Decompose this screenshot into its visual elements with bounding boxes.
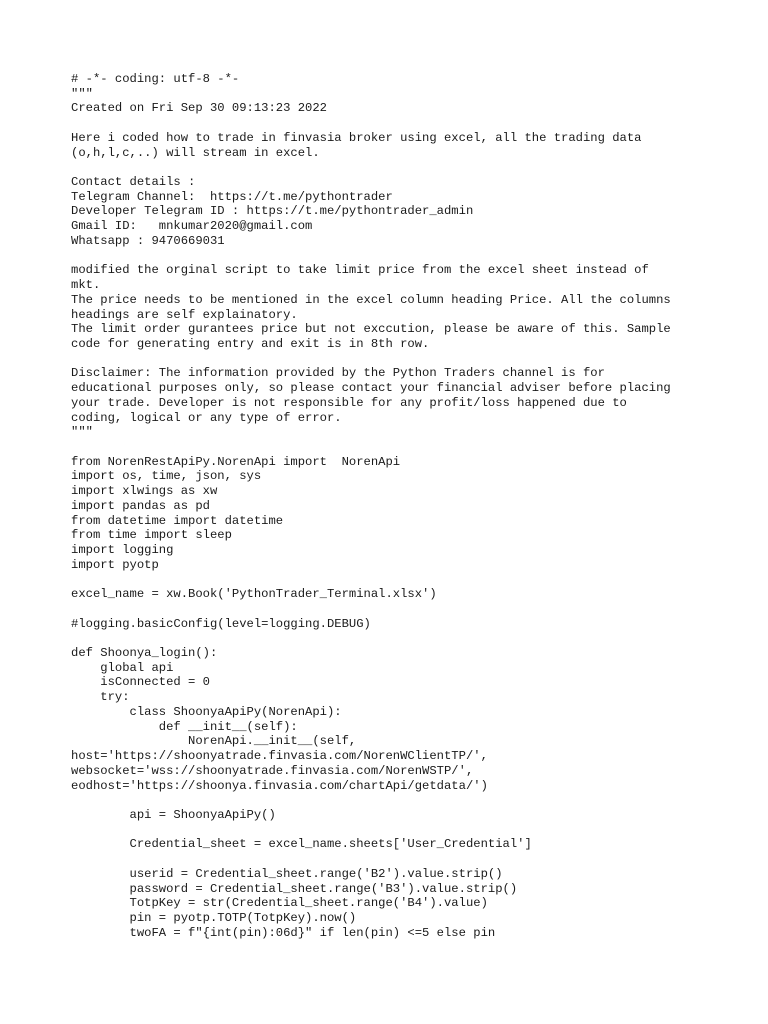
code-line: excel_name = xw.Book('PythonTrader_Terminal.xlsx') — [71, 587, 437, 602]
code-line: global api — [71, 660, 174, 675]
code-line: Here i coded how to trade in finvasia broker using excel, all the trading data — [71, 130, 642, 145]
code-line: def Shoonya_login(): — [71, 646, 218, 661]
code-line — [71, 116, 671, 131]
code-line: def __init__(self): — [71, 719, 298, 734]
code-line: password = Credential_sheet.range('B3').value.strip() — [71, 881, 518, 896]
code-line: modified the orginal script to take limit price from the excel sheet instead of — [71, 263, 649, 278]
code-line — [71, 572, 671, 587]
code-line — [71, 793, 671, 808]
code-line: """ — [71, 425, 93, 440]
code-line — [71, 249, 671, 264]
code-line: Telegram Channel: https://t.me/pythontrader — [71, 189, 393, 204]
code-line: headings are self explainatory. — [71, 307, 298, 322]
code-line: class ShoonyaApiPy(NorenApi): — [71, 704, 342, 719]
code-line: TotpKey = str(Credential_sheet.range('B4').value) — [71, 896, 488, 911]
code-line: #logging.basicConfig(level=logging.DEBUG) — [71, 616, 371, 631]
code-line: pin = pyotp.TOTP(TotpKey).now() — [71, 910, 357, 925]
code-line: host='https://shoonyatrade.finvasia.com/NorenWClientTP/', — [71, 749, 488, 764]
code-line: The price needs to be mentioned in the excel column heading Price. All the columns — [71, 292, 671, 307]
code-line — [71, 160, 671, 175]
code-line — [71, 440, 671, 455]
code-line: Created on Fri Sep 30 09:13:23 2022 — [71, 101, 327, 116]
code-line: Disclaimer: The information provided by the Python Traders channel is for — [71, 366, 605, 381]
code-line: websocket='wss://shoonyatrade.finvasia.com/NorenWSTP/', — [71, 763, 474, 778]
code-line: from NorenRestApiPy.NorenApi import NorenApi — [71, 454, 401, 469]
code-line: coding, logical or any type of error. — [71, 410, 342, 425]
code-line: userid = Credential_sheet.range('B2').value.strip() — [71, 866, 503, 881]
code-line: Whatsapp : 9470669031 — [71, 233, 225, 248]
code-line: twoFA = f"{int(pin):06d}" if len(pin) <=5 else pin — [71, 925, 496, 940]
code-line: Gmail ID: mnkumar2020@gmail.com — [71, 219, 313, 234]
code-line — [71, 823, 671, 838]
code-line: Contact details : — [71, 175, 196, 190]
code-line: Credential_sheet = excel_name.sheets['User_Credential'] — [71, 837, 532, 852]
code-block — [71, 72, 671, 940]
code-line: mkt. — [71, 278, 101, 293]
code-line: try: — [71, 690, 130, 705]
code-line: Developer Telegram ID : https://t.me/pythontrader_admin — [71, 204, 474, 219]
code-line: NorenApi.__init__(self, — [71, 734, 357, 749]
code-line: import xlwings as xw — [71, 484, 218, 499]
code-line: import pandas as pd — [71, 498, 210, 513]
code-line: api = ShoonyaApiPy() — [71, 807, 276, 822]
code-line: import os, time, json, sys — [71, 469, 262, 484]
code-line: (o,h,l,c,..) will stream in excel. — [71, 145, 320, 160]
code-line — [71, 852, 671, 867]
code-line: eodhost='https://shoonya.finvasia.com/chartApi/getdata/') — [71, 778, 488, 793]
code-line: isConnected = 0 — [71, 675, 210, 690]
code-line: The limit order gurantees price but not exccution, please be aware of this. Sample — [71, 322, 671, 337]
code-line — [71, 602, 671, 617]
code-line: code for generating entry and exit is in 8th row. — [71, 336, 430, 351]
code-line: import pyotp — [71, 557, 159, 572]
code-line: your trade. Developer is not responsible for any profit/loss happened due to — [71, 395, 627, 410]
code-line: from datetime import datetime — [71, 513, 284, 528]
code-line: # -*- coding: utf-8 -*- — [71, 72, 240, 86]
code-line: from time import sleep — [71, 528, 232, 543]
code-line: """ — [71, 86, 93, 101]
code-line: import logging — [71, 543, 174, 557]
code-line — [71, 631, 671, 646]
code-line — [71, 352, 671, 367]
code-line: educational purposes only, so please contact your financial adviser before placing — [71, 381, 671, 396]
